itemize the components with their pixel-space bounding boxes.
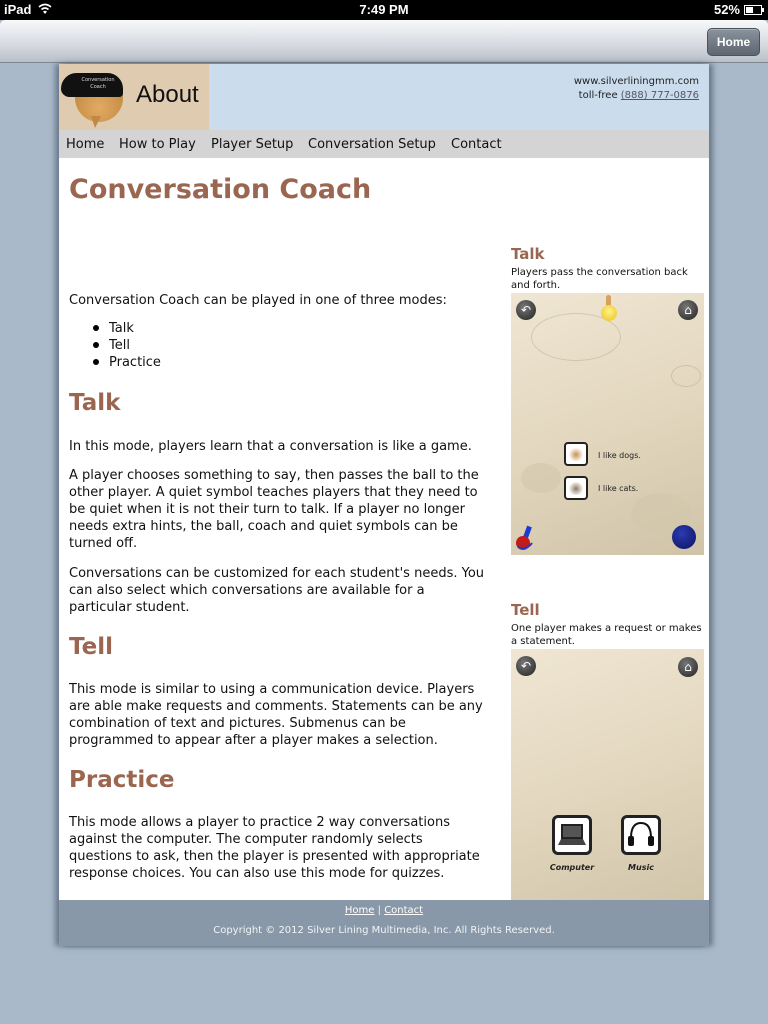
home-icon: ⌂ bbox=[678, 300, 698, 320]
modes-list bbox=[93, 320, 161, 371]
music-picture-tile bbox=[621, 815, 661, 855]
menu-item-conversation-setup[interactable]: Conversation Setup bbox=[308, 137, 436, 152]
sidebar-caption-talk: Players pass the conversation back and forth. bbox=[511, 267, 688, 291]
mode-item-tell: Tell bbox=[93, 337, 161, 354]
intro-text: Conversation Coach can be played in one of three modes: bbox=[69, 293, 447, 308]
clock: 7:49 PM bbox=[359, 2, 409, 17]
section-heading-tell: Tell bbox=[69, 634, 114, 660]
footer-links bbox=[59, 905, 709, 916]
footer-link-contact[interactable]: Contact bbox=[384, 905, 424, 916]
carrier-label: iPad bbox=[4, 2, 32, 17]
coach-icon bbox=[601, 305, 617, 321]
choice-label-computer: Computer bbox=[549, 863, 595, 872]
laptop-icon bbox=[555, 818, 589, 852]
whistle-icon bbox=[514, 525, 538, 551]
back-icon: ↶ bbox=[516, 300, 536, 320]
menu-item-home[interactable]: Home bbox=[66, 137, 105, 152]
headphones-icon bbox=[624, 818, 658, 852]
app-nav-bar bbox=[0, 20, 768, 63]
site-footer bbox=[59, 900, 709, 946]
menu-item-contact[interactable]: Contact bbox=[451, 137, 502, 152]
back-icon: ↶ bbox=[516, 656, 536, 676]
page-title: About bbox=[136, 81, 199, 108]
site-header bbox=[59, 64, 709, 130]
cat-icon bbox=[569, 481, 583, 495]
logo-area[interactable] bbox=[59, 64, 209, 130]
talk-paragraph-1: In this mode, players learn that a conversation is like a game. bbox=[69, 439, 472, 454]
mode-item-talk: Talk bbox=[93, 320, 161, 337]
logo-cap-icon: Conversation Coach bbox=[61, 73, 123, 97]
section-heading-talk: Talk bbox=[69, 390, 121, 416]
copyright-text: Copyright © 2012 Silver Lining Multimedia, Inc. All Rights Reserved. bbox=[213, 925, 555, 936]
cat-picture-tile bbox=[564, 476, 588, 500]
section-heading-practice: Practice bbox=[69, 767, 175, 793]
status-bar bbox=[0, 0, 768, 20]
contact-info bbox=[574, 75, 699, 103]
choice-label-cats: I like cats. bbox=[598, 484, 639, 493]
phone-link[interactable]: (888) 777-0876 bbox=[620, 90, 699, 101]
speech-bubble-tail bbox=[91, 116, 101, 128]
battery-percent: 52% bbox=[713, 2, 740, 17]
choice-label-music: Music bbox=[628, 863, 654, 872]
talk-paragraph-2: A player chooses something to say, then passes the ball to the other player. A quiet symbol teaches players that they need to be quiet when it is not their turn to talk. If a player no longer needs extra hints, the ball, coach and quiet symbols can be turned off. bbox=[69, 468, 479, 551]
choice-label-dogs: I like dogs. bbox=[598, 451, 641, 460]
talk-paragraph-3: Conversations can be customized for each student's needs. You can also select which conversations are available for a particular student. bbox=[69, 566, 485, 615]
dog-picture-tile bbox=[564, 442, 588, 466]
tell-screenshot bbox=[511, 649, 704, 911]
sidebar-heading-tell: Tell bbox=[511, 601, 540, 619]
toll-free-label: toll-free bbox=[578, 90, 618, 101]
menu-item-player-setup[interactable]: Player Setup bbox=[211, 137, 294, 152]
sidebar-heading-talk: Talk bbox=[511, 245, 545, 263]
menu-item-how-to-play[interactable]: How to Play bbox=[119, 137, 196, 152]
home-button[interactable]: Home bbox=[707, 28, 760, 56]
main-heading: Conversation Coach bbox=[69, 174, 372, 205]
tell-paragraph-1: This mode is similar to using a communication device. Players are able make requests and comments. Statements can be any combination of text and pictures. Submenus can be programmed to appear after a player makes a selection. bbox=[69, 682, 483, 748]
page-container bbox=[59, 64, 709, 946]
practice-paragraph-1: This mode allows a player to practice 2 way conversations against the computer. The computer randomly selects questions to ask, then the player is presented with appropriate response choices. You can also use this mode for quizzes. bbox=[69, 815, 480, 881]
main-menu bbox=[59, 130, 709, 158]
sidebar-caption-tell: One player makes a request or makes a statement. bbox=[511, 623, 702, 647]
dog-icon bbox=[569, 447, 583, 461]
website-url: www.silverliningmm.com bbox=[573, 76, 699, 87]
mode-item-practice: Practice bbox=[93, 354, 161, 371]
battery-icon bbox=[744, 5, 762, 15]
ball-icon bbox=[672, 525, 696, 549]
home-icon: ⌂ bbox=[678, 657, 698, 677]
bubble-fill-decor bbox=[521, 463, 561, 493]
talk-screenshot bbox=[511, 293, 704, 555]
footer-link-home[interactable]: Home bbox=[344, 905, 375, 916]
computer-picture-tile bbox=[552, 815, 592, 855]
bubble-outline-decor bbox=[671, 365, 701, 387]
footer-separator: | bbox=[377, 905, 381, 916]
